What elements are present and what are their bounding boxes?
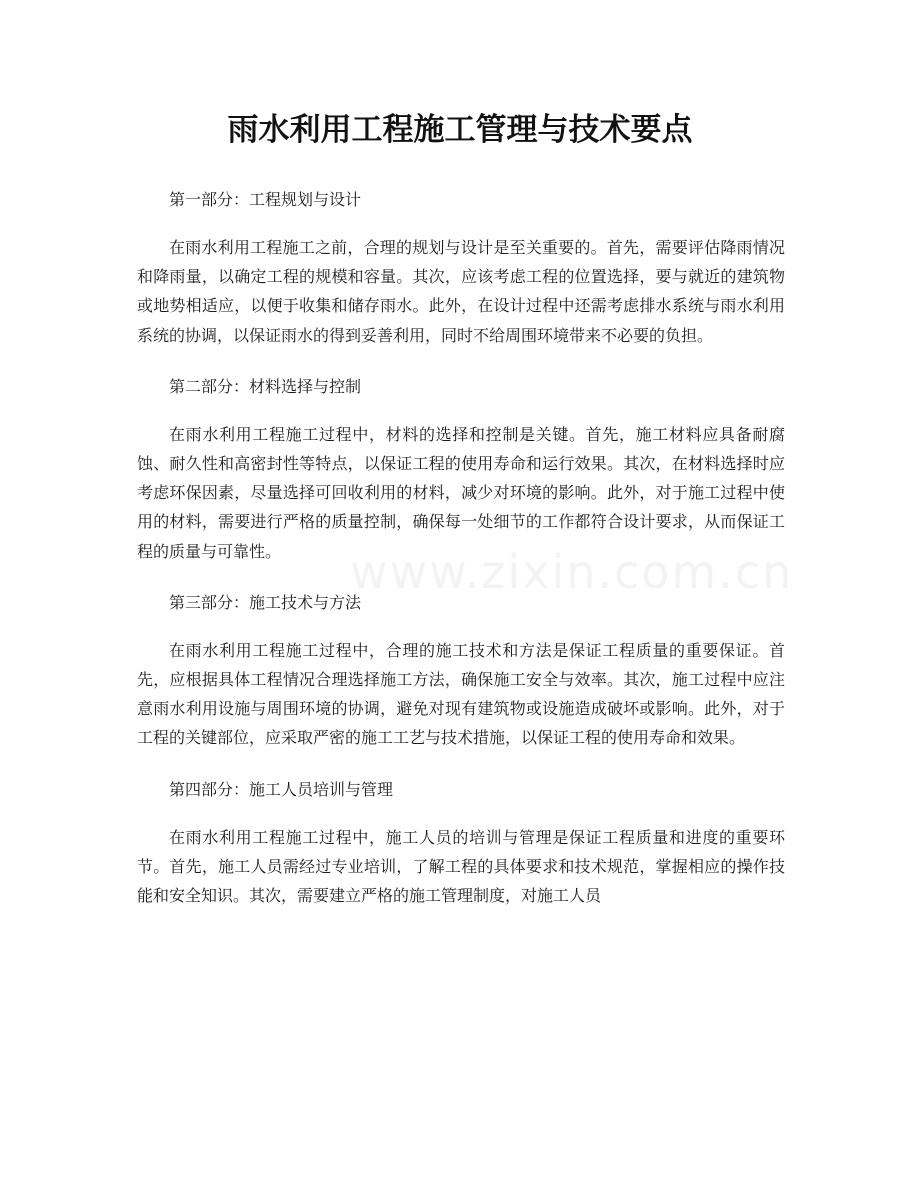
section-paragraph-1: 在雨水利用工程施工之前，合理的规划与设计是至关重要的。首先，需要评估降雨情况和降雨量，以确定工程的规模和容量。其次，应该考虑工程的位置选择，要与就近的建筑物或地势相适应，以便于收集和储存雨水。此外，在设计过程中还需考虑排水系统与雨水利用系统的协调，以保证雨水的得到妥善利用，同时不给周围环境带来不必要的负担。 [137, 238, 785, 345]
document-body [137, 183, 785, 910]
document-title: 雨水利用工程施工管理与技术要点 [227, 112, 693, 148]
section-heading-3: 第三部分：施工技术与方法 [169, 592, 362, 612]
section-paragraph-2: 在雨水利用工程施工过程中，材料的选择和控制是关键。首先，施工材料应具备耐腐蚀、耐久性和高密封性等特点，以保证工程的使用寿命和运行效果。其次，在材料选择时应考虑环保因素，尽量选择可回收利用的材料，减少对环境的影响。此外，对于施工过程中使用的材料，需要进行严格的质量控制，确保每一处细节的工作都符合设计要求，从而保证工程的质量与可靠性。 [137, 424, 785, 561]
section-paragraph-3: 在雨水利用工程施工过程中，合理的施工技术和方法是保证工程质量的重要保证。首先，应根据具体工程情况合理选择施工方法，确保施工安全与效率。其次，施工过程中应注意雨水利用设施与周围环境的协调，避免对现有建筑物或设施造成破坏或影响。此外，对于工程的关键部位，应采取严密的施工工艺与技术措施，以保证工程的使用寿命和效果。 [137, 640, 785, 748]
section-heading-1: 第一部分：工程规划与设计 [169, 190, 362, 209]
watermark: www.zixin.com.cn [350, 545, 794, 599]
section-paragraph-4: 在雨水利用工程施工过程中，施工人员的培训与管理是保证工程质量和进度的重要环节。首先，施工人员需经过专业培训，了解工程的具体要求和技术规范，掌握相应的操作技能和安全知识。其次，需要建立严格的施工管理制度，对施工人员 [137, 827, 785, 906]
section-heading-2: 第二部分：材料选择与控制 [169, 376, 362, 396]
section-heading-4: 第四部分：施工人员培训与管理 [169, 779, 394, 799]
